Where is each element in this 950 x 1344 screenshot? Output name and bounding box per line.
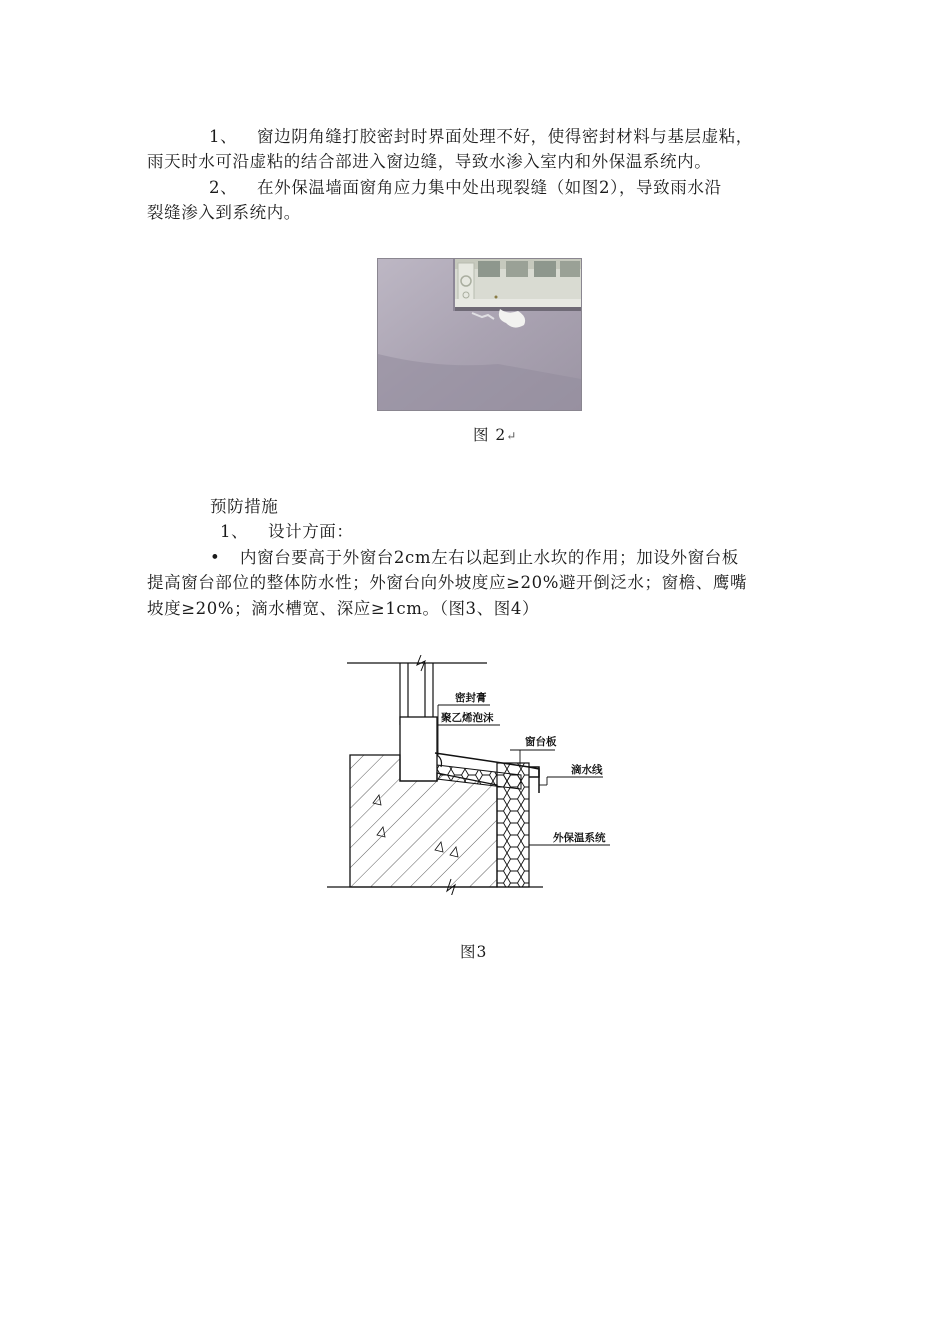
return-mark-icon: ↵ [506, 429, 518, 443]
label-drip: 滴水线 [571, 764, 603, 776]
paragraph-2-line-1 [147, 176, 817, 200]
figure-2-caption-text: 图 2 [473, 426, 507, 444]
paragraph-1-line-2: 雨天时水可沿虚粘的结合部进入窗边缝，导致水渗入室内和外保温系统内。 [147, 152, 712, 171]
bullet-text: 内窗台要高于外窗台2cm左右以起到止水坎的作用；加设外窗台板 [240, 548, 739, 567]
bullet-line-3: 坡度≥20%；滴水槽宽、深应≥1cm。（图3、图4） [147, 599, 540, 618]
figure-3-drawing [325, 655, 615, 895]
bullet-icon: • [210, 548, 221, 567]
design-item-label: 设计方面： [268, 522, 354, 541]
paragraph-2-number: 2、 [209, 178, 238, 197]
label-foam: 聚乙烯泡沫 [441, 712, 494, 724]
paragraph-1-number: 1、 [209, 127, 238, 146]
label-sealant: 密封膏 [455, 692, 487, 704]
figure-2-photo [377, 258, 582, 411]
figure-3-caption: 图3 [460, 943, 488, 961]
figure-2-caption [473, 423, 517, 445]
label-sill-board: 窗台板 [525, 736, 557, 748]
paragraph-2-line-2: 裂缝渗入到系统内。 [147, 203, 301, 222]
label-insulation: 外保温系统 [553, 832, 606, 844]
section-heading: 预防措施 [210, 497, 279, 516]
bullet-line-2: 提高窗台部位的整体防水性；外窗台向外坡度应≥20%避开倒泛水；窗檐、鹰嘴 [147, 573, 748, 592]
design-item-number: 1、 [220, 522, 249, 541]
paragraph-1-text: 窗边阴角缝打胶密封时界面处理不好，使得密封材料与基层虚粘， [257, 127, 753, 146]
design-item [220, 520, 890, 544]
bullet-line-1 [210, 546, 880, 570]
paragraph-2-text: 在外保温墙面窗角应力集中处出现裂缝（如图2），导致雨水沿 [257, 178, 722, 197]
paragraph-1-line-1 [147, 125, 817, 149]
